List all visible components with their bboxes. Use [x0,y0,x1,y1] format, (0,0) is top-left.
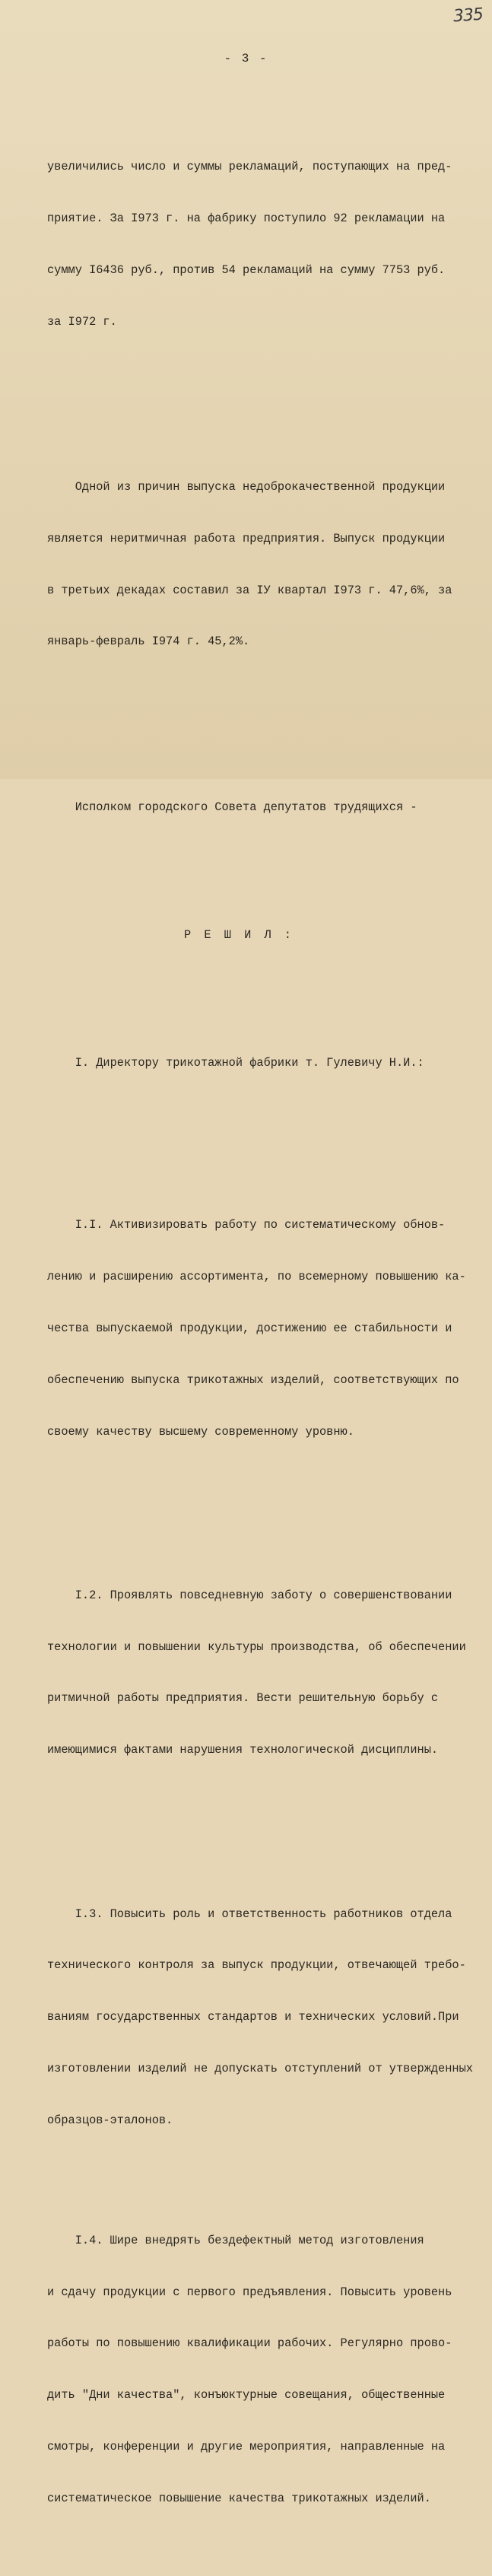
text-line: I. Директору трикотажной фабрики т. Гулевичу Н.И.: [47,1056,424,1070]
item-1-1 [47,1182,487,1474]
text-line: имеющимися фактами нарушения технологической дисциплины. [47,1743,439,1757]
document-body [47,90,487,2576]
paragraph-reasons [47,444,487,685]
text-line: I.2. Проявлять повседневную заботу о совершенствовании [47,1588,452,1602]
text-line: своему качеству высшему современному уровню. [47,1424,354,1439]
text-line: Одной из причин выпуска недоброкачественной продукции [47,480,446,495]
item-1 [47,1020,487,1106]
text-line: чества выпускаемой продукции, достижению ее стабильности и [47,1321,452,1335]
text-line: является неритмичная работа предприятия. Выпуск продукции [47,531,446,545]
text-line: увеличились число и суммы рекламаций, поступающих на пред- [47,160,452,174]
item-1-2 [47,1553,487,1793]
item-1-4 [47,2198,487,2542]
decision-heading: Р Е Ш И Л : [184,927,294,942]
text-line: образцов-эталонов. [47,2113,173,2127]
item-1-3 [47,1871,487,2163]
text-line: I.I. Активизировать работу по систематическому обнов- [47,1218,446,1232]
text-line: технического контроля за выпуск продукции, отвечающей требо- [47,1958,466,1973]
text-line: январь-февраль I974 г. 45,2%. [47,634,250,649]
text-line: I.4. Шире внедрять бездефектный метод изготовления [47,2233,424,2247]
text-line: Исполком городского Совета депутатов трудящихся - [47,800,417,814]
text-line: в третьих декадах составил за IУ квартал I973 г. 47,6%, за [47,583,452,597]
text-line: сумму I6436 руб., против 54 рекламаций на сумму 7753 руб. [47,262,446,277]
paragraph-complaints [47,124,487,364]
text-line: ваниям государственных стандартов и технических условий.При [47,2010,459,2024]
text-line: технологии и повышении культуры производства, об обеспечении [47,1639,466,1654]
text-line: систематическое повышение качества трикотажных изделий. [47,2491,431,2505]
text-line: дить "Дни качества", конъюктурные совещания, общественные [47,2388,446,2403]
text-line: изготовлении изделий не допускать отступлений от утвержденных [47,2061,473,2075]
text-line: I.3. Повысить роль и ответственность работников отдела [47,1907,452,1921]
paragraph-executive-committee [47,765,487,851]
text-line: лению и расширению ассортимента, по всемерному повышению ка- [47,1270,466,1284]
text-line: и сдачу продукции с первого предъявления. Повысить уровень [47,2285,452,2299]
archive-page-number: 335 [452,5,484,27]
page-number: - 3 - [224,52,268,65]
text-line: работы по повышению квалификации рабочих. Регулярно прово- [47,2336,452,2351]
text-line: обеспечению выпуска трикотажных изделий, соответствующих по [47,1372,459,1387]
text-line: смотры, конференции и другие мероприятия, направленные на [47,2439,446,2454]
text-line: приятие. За I973 г. на фабрику поступило 92 рекламации на [47,211,446,226]
text-line: за I972 г. [47,314,117,329]
text-line: ритмичной работы предприятия. Вести решительную борьбу с [47,1691,439,1706]
